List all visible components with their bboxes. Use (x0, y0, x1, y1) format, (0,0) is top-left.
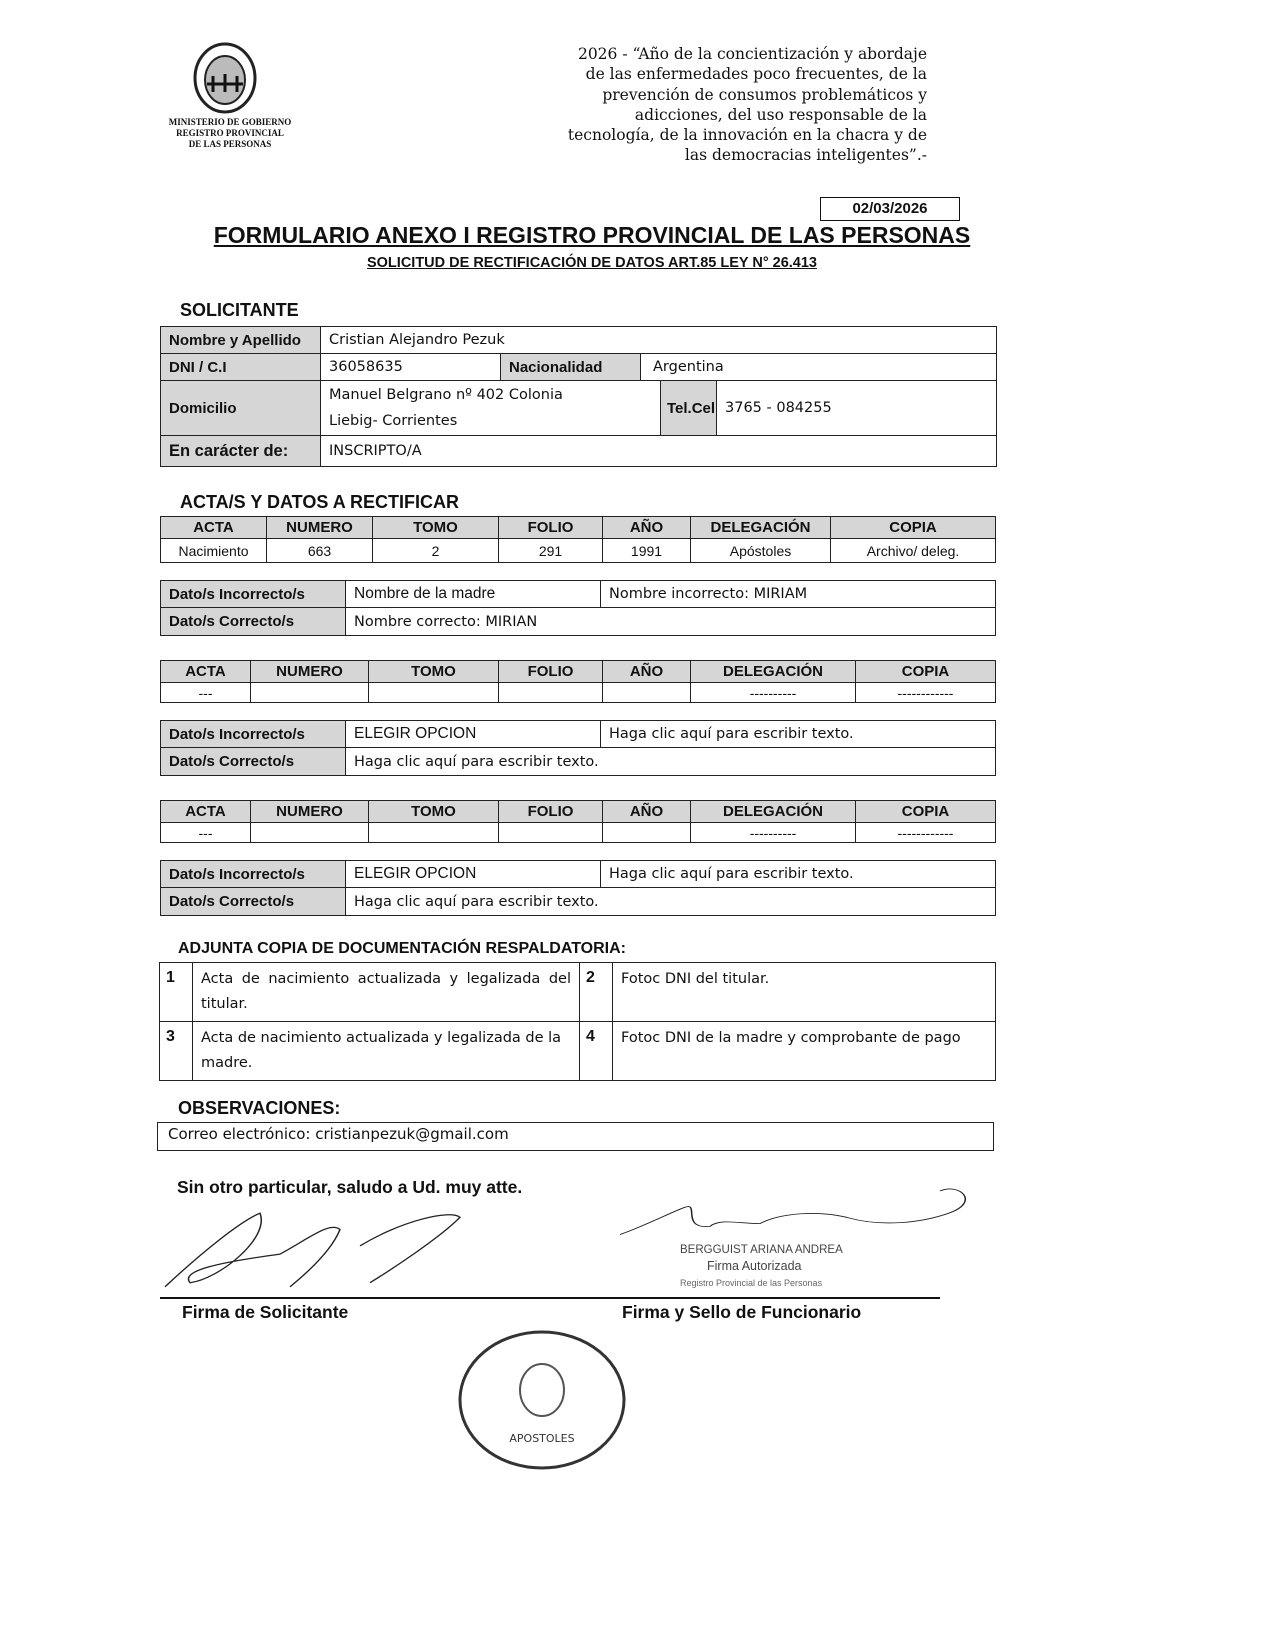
incorrect-label: Dato/s Incorrecto/s (161, 581, 346, 608)
item-number: 1 (160, 963, 193, 1022)
official-stamp (455, 1330, 630, 1475)
acta-cell[interactable]: ---------- (691, 823, 856, 843)
acta-column-header: AÑO (603, 517, 691, 539)
form-title: FORMULARIO ANEXO I REGISTRO PROVINCIAL DE LAS PERSONAS (213, 222, 971, 248)
acta-cell[interactable]: ---------- (691, 683, 856, 703)
ministry-line: DE LAS PERSONAS (188, 139, 272, 149)
acta-cell[interactable]: ------------ (856, 683, 996, 703)
item-text[interactable]: Fotoc DNI de la madre y comprobante de pago (613, 1022, 996, 1081)
ministry-line: REGISTRO PROVINCIAL (176, 128, 284, 138)
incorrect-option-select[interactable]: ELEGIR OPCION (346, 861, 601, 888)
acta-column-header: DELEGACIÓN (691, 661, 856, 683)
acta-table (160, 660, 996, 703)
incorrect-text-field[interactable]: Haga clic aquí para escribir texto. (601, 721, 996, 748)
nationality-value[interactable]: Argentina (641, 354, 997, 381)
solicitante-heading: SOLICITANTE (180, 300, 299, 320)
tel-value[interactable]: 3765 - 084255 (717, 381, 997, 436)
observaciones-heading: OBSERVACIONES: (178, 1098, 341, 1118)
dni-label: DNI / C.I (161, 354, 321, 381)
correct-text-field[interactable]: Haga clic aquí para escribir texto. (346, 748, 996, 776)
item-text[interactable]: Acta de nacimiento actualizada y legalizada de la madre. (193, 1022, 580, 1081)
domicilio-label: Domicilio (161, 381, 321, 436)
acta-column-header: FOLIO (499, 517, 603, 539)
official-signature-label: Firma y Sello de Funcionario (622, 1302, 862, 1322)
incorrect-option-select[interactable]: Nombre de la madre (346, 581, 601, 608)
tel-label: Tel.Cel (661, 381, 717, 436)
acta-cell[interactable] (499, 823, 603, 843)
official-name: BERGGUIST ARIANA ANDREA (680, 1244, 843, 1256)
domicilio-value[interactable] (321, 381, 661, 436)
acta-column-header: NUMERO (251, 661, 369, 683)
motto-line: tecnología, de la innovación en la chacra y de (567, 126, 927, 145)
dato-table (160, 720, 996, 776)
acta-column-header: DELEGACIÓN (691, 517, 831, 539)
applicant-signature (160, 1205, 480, 1295)
acta-cell[interactable] (603, 823, 691, 843)
caracter-value[interactable]: INSCRIPTO/A (321, 436, 997, 467)
acta-cell[interactable]: --- (161, 823, 251, 843)
acta-cell[interactable] (369, 823, 499, 843)
correct-label: Dato/s Correcto/s (161, 748, 346, 776)
dato-table (160, 860, 996, 916)
adjunta-table (159, 962, 996, 1081)
actas-heading: ACTA/S Y DATOS A RECTIFICAR (180, 492, 460, 512)
official-role: Firma Autorizada (707, 1259, 802, 1273)
official-org: Registro Provincial de las Personas (680, 1278, 823, 1288)
domicilio-line: Manuel Belgrano nº 402 Colonia (329, 387, 563, 403)
acta-column-header: AÑO (603, 661, 691, 683)
item-number: 2 (580, 963, 613, 1022)
acta-cell[interactable]: 663 (267, 539, 373, 563)
acta-cell[interactable]: Apóstoles (691, 539, 831, 563)
stamp-city: APOSTOLES (509, 1432, 575, 1445)
solicitante-table (160, 326, 997, 467)
domicilio-line: Liebig- Corrientes (329, 413, 458, 429)
acta-column-header: ACTA (161, 661, 251, 683)
nationality-label: Nacionalidad (501, 354, 641, 381)
province-coat-of-arms-logo (185, 40, 265, 116)
acta-cell[interactable] (369, 683, 499, 703)
table-row (161, 539, 996, 563)
acta-cell[interactable]: --- (161, 683, 251, 703)
motto-line: 2026 - “Año de la concientización y abordaje (577, 45, 927, 63)
name-label: Nombre y Apellido (161, 327, 321, 354)
item-text[interactable]: Fotoc DNI del titular. (613, 963, 996, 1022)
item-text[interactable]: Acta de nacimiento actualizada y legalizada del titular. (193, 963, 580, 1022)
acta-column-header: DELEGACIÓN (691, 801, 856, 823)
acta-cell[interactable] (251, 683, 369, 703)
incorrect-option-select[interactable]: ELEGIR OPCION (346, 721, 601, 748)
incorrect-text-field[interactable]: Haga clic aquí para escribir texto. (601, 861, 996, 888)
correct-label: Dato/s Correcto/s (161, 888, 346, 916)
dni-value[interactable]: 36058635 (321, 354, 501, 381)
acta-cell[interactable]: 1991 (603, 539, 691, 563)
motto-line: adicciones, del uso responsable de la (634, 105, 927, 124)
incorrect-label: Dato/s Incorrecto/s (161, 721, 346, 748)
ministry-name (150, 117, 310, 150)
official-signature (620, 1180, 980, 1240)
acta-column-header: COPIA (831, 517, 996, 539)
acta-cell[interactable]: Archivo/ deleg. (831, 539, 996, 563)
acta-cell[interactable] (251, 823, 369, 843)
motto-line: de las enfermedades poco frecuentes, de la (585, 65, 927, 84)
acta-column-header: TOMO (373, 517, 499, 539)
item-number: 4 (580, 1022, 613, 1081)
acta-column-header: FOLIO (499, 661, 603, 683)
acta-table (160, 800, 996, 843)
correct-text-field[interactable]: Nombre correcto: MIRIAN (346, 608, 996, 636)
incorrect-text-field[interactable]: Nombre incorrecto: MIRIAM (601, 581, 996, 608)
acta-cell[interactable]: ------------ (856, 823, 996, 843)
table-row (161, 683, 996, 703)
applicant-signature-label: Firma de Solicitante (182, 1302, 349, 1322)
correct-text-field[interactable]: Haga clic aquí para escribir texto. (346, 888, 996, 916)
motto-line: las democracias inteligentes”.- (684, 146, 927, 165)
table-row (161, 823, 996, 843)
ministry-line: MINISTERIO DE GOBIERNO (168, 117, 292, 127)
acta-column-header: COPIA (856, 661, 996, 683)
acta-cell[interactable] (499, 683, 603, 703)
acta-column-header: COPIA (856, 801, 996, 823)
year-motto (480, 44, 927, 166)
applicant-signature-line (160, 1297, 620, 1299)
acta-column-header: TOMO (369, 801, 499, 823)
form-date: 02/03/2026 (820, 197, 960, 221)
acta-cell[interactable]: 291 (499, 539, 603, 563)
dato-table (160, 580, 996, 636)
acta-column-header: NUMERO (251, 801, 369, 823)
adjunta-heading: ADJUNTA COPIA DE DOCUMENTACIÓN RESPALDATORIA: (178, 940, 626, 957)
caracter-label: En carácter de: (161, 436, 321, 467)
observaciones-field[interactable]: Correo electrónico: cristianpezuk@gmail.com (157, 1122, 994, 1151)
acta-column-header: NUMERO (267, 517, 373, 539)
correct-label: Dato/s Correcto/s (161, 608, 346, 636)
acta-column-header: FOLIO (499, 801, 603, 823)
incorrect-label: Dato/s Incorrecto/s (161, 861, 346, 888)
acta-column-header: AÑO (603, 801, 691, 823)
acta-table (160, 516, 996, 563)
item-number: 3 (160, 1022, 193, 1081)
official-signature-line (620, 1297, 940, 1299)
acta-column-header: TOMO (369, 661, 499, 683)
closing-text: Sin otro particular, saludo a Ud. muy atte. (177, 1177, 523, 1197)
acta-cell[interactable]: 2 (373, 539, 499, 563)
acta-column-header: ACTA (161, 801, 251, 823)
acta-column-header: ACTA (161, 517, 267, 539)
motto-line: prevención de consumos problemáticos y (602, 85, 927, 104)
acta-cell[interactable]: Nacimiento (161, 539, 267, 563)
form-subtitle: SOLICITUD DE RECTIFICACIÓN DE DATOS ART.85 LEY N° 26.413 (366, 255, 817, 271)
acta-cell[interactable] (603, 683, 691, 703)
name-value[interactable]: Cristian Alejandro Pezuk (321, 327, 997, 354)
